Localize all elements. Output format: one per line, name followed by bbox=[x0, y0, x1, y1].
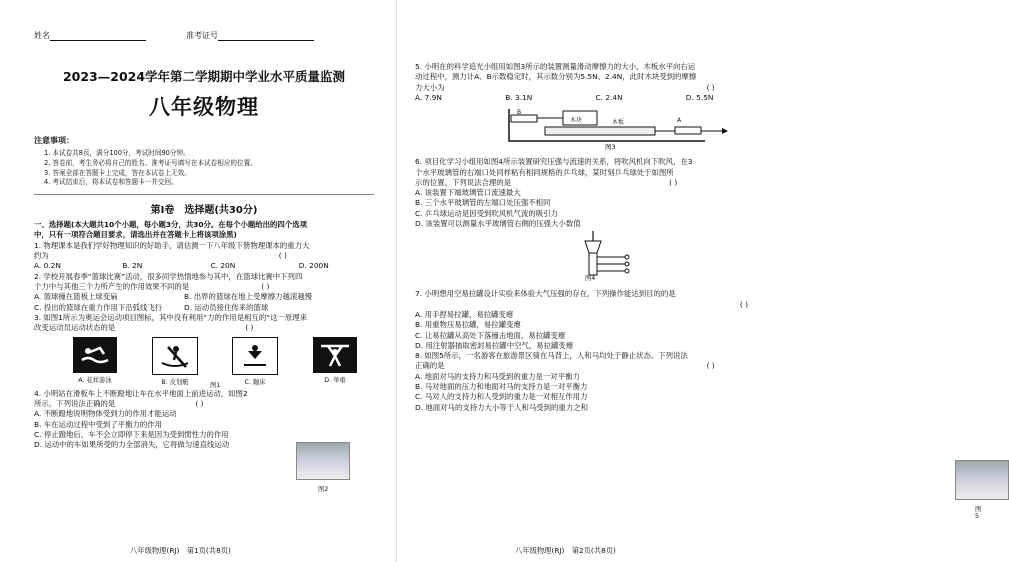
option-a: A. 7.9N bbox=[415, 92, 442, 102]
spring-scale-b-label: B bbox=[517, 109, 522, 117]
option-d: D. 用注射器抽取密封易拉罐中空气，易拉罐变瘪 bbox=[415, 340, 574, 350]
question-8-text: 8. 如图5所示，一名游客在旅游景区骑在马背上，人和马均处于静止状态。下列说法 bbox=[415, 351, 688, 361]
answer-bracket: ( ) bbox=[261, 282, 270, 292]
figure-option-d: D. 举重 bbox=[310, 337, 360, 386]
option-d: D. 运动员接住传来的篮球 bbox=[184, 302, 269, 312]
swimming-icon bbox=[73, 337, 117, 373]
exam-header bbox=[34, 30, 387, 41]
option-a: A. 不断蹬地说明物体受到力的作用才能运动 bbox=[34, 409, 177, 419]
option-c: C. 停止蹬地后，车不会立即停下来是因为受到惯性力的作用 bbox=[34, 429, 229, 439]
question-6-text: 个水平玻璃管的右端口处同样粘有相同规格的乒乓球，某时刻乒乓球处于如图所 bbox=[415, 167, 674, 177]
exam-number-field[interactable]: 准考证号 bbox=[186, 30, 314, 41]
trampoline-icon bbox=[232, 337, 278, 375]
question-4-text: 所示，下列说法正确的是 bbox=[34, 399, 116, 409]
page-footer-left: 八年级物理(RJ) 第1页(共8页) bbox=[130, 546, 231, 555]
answer-bracket: ( ) bbox=[706, 361, 715, 371]
option-b: B. 出界的篮球在地上受摩擦力越滚越慢 bbox=[184, 292, 313, 302]
answer-bracket: ( ) bbox=[739, 299, 748, 309]
option-c: C. 2.4N bbox=[595, 92, 623, 102]
option-d: D. 地面对马的支持力大小等于人和马受到的重力之和 bbox=[415, 402, 588, 412]
left-page bbox=[0, 0, 397, 562]
question-2-text: 2. 学校开展春季“篮球比赛”活动，很多同学热情地参与其中，在篮球比赛中下列四 bbox=[34, 271, 303, 281]
option-a: A. 篮球撞在篮板上球变扁 bbox=[34, 292, 118, 302]
figure-5-label: 图5 bbox=[975, 506, 982, 520]
figure-2-label: 图2 bbox=[318, 486, 329, 493]
option-d: D. 200N bbox=[298, 261, 329, 271]
option-c: C. 投出的篮球在重力作用下沿弧线飞行 bbox=[34, 302, 163, 312]
question-8-text: 正确的是 bbox=[415, 361, 445, 371]
section-instruction: 中，只有一项符合题目要求，请选出并在答题卡上将该项涂黑) bbox=[34, 230, 237, 240]
question-6-text: 示的位置。下列说法合理的是 bbox=[415, 177, 512, 187]
option-b: B. 三个水平玻璃管的左端口处压强不相同 bbox=[415, 198, 551, 208]
option-b: B. 用重物压易拉罐，易拉罐变瘪 bbox=[415, 320, 521, 330]
question-3-text: 3. 如图1所示为奥运会运动项目图标，其中没有利用“力的作用是相互的”这一原理来 bbox=[34, 313, 308, 323]
question-5-text: 动过程中，测力计A、B示数稳定时，其示数分别为5.5N、2.4N，此时木块受到的摩擦 bbox=[415, 72, 697, 82]
exam-title: 2023—2024学年第二学期期中学业水平质量监测 bbox=[62, 69, 346, 84]
board-label: 木板 bbox=[612, 119, 625, 127]
figure-option-c: C. 蹦床 bbox=[230, 337, 280, 386]
question-3-text: 改变运动员运动状态的是 bbox=[34, 323, 116, 333]
question-1-text: 1. 物理课本是我们学好物理知识的好助手，请估测一下八年级下册物理课本的重力大 bbox=[34, 240, 310, 250]
friction-apparatus-diagram bbox=[505, 105, 745, 153]
section-title: 第Ⅰ卷 选择题(共30分) bbox=[34, 194, 374, 216]
answer-bracket: ( ) bbox=[669, 177, 678, 187]
answer-bracket: ( ) bbox=[706, 82, 715, 92]
answer-bracket: ( ) bbox=[245, 323, 254, 333]
name-field[interactable]: 姓名 bbox=[34, 30, 146, 41]
weightlifting-icon bbox=[313, 337, 357, 373]
option-b: B. 马对地面的压力和地面对马的支持力是一对平衡力 bbox=[415, 382, 588, 392]
section-instruction: 一、选择题(本大题共10个小题，每小题3分，共30分。在每个小题给出的四个选项 bbox=[34, 220, 307, 230]
figure-1-label: 图1 bbox=[210, 381, 221, 389]
option-d: D. 该装置可以测量水平玻璃管右侧的压强大小数值 bbox=[415, 219, 581, 229]
option-c: C. 20N bbox=[210, 261, 236, 271]
figure-3-label: 图3 bbox=[605, 143, 616, 152]
block-label: 木块 bbox=[570, 117, 583, 125]
option-a: A. 该装置下端玻璃管口流速最大 bbox=[415, 188, 521, 198]
note-item: 1. 本试卷共8页，满分100分，考试时间90分钟。 bbox=[44, 149, 190, 157]
question-4-text: 4. 小明站在滑板车上不断蹬地让车在水平地面上前进运动，如图2 bbox=[34, 388, 248, 398]
option-c: C. 让易拉罐从高处下落撞击地面，易拉罐变瘪 bbox=[415, 330, 566, 340]
note-item: 3. 答案全部在答题卡上完成，答在本试卷上无效。 bbox=[44, 168, 191, 177]
figure-4 bbox=[415, 229, 776, 281]
scooter-photo bbox=[296, 442, 350, 480]
option-b: B. 3.1N bbox=[505, 92, 533, 102]
question-6-text: 6. 项目化学习小组用如图4所示装置研究压强与流速的关系，将吹风机向下吹风，在3 bbox=[415, 157, 693, 167]
right-page bbox=[397, 0, 982, 562]
option-a: A. 用手捏易拉罐，易拉罐变瘪 bbox=[415, 309, 514, 319]
note-item: 2. 答卷前，考生务必将自己的姓名、准考证号填写在本试卷相应的位置。 bbox=[44, 158, 257, 167]
figure-4-label: 图4 bbox=[585, 275, 596, 283]
answer-bracket: ( ) bbox=[278, 251, 287, 261]
question-7-text: 7. 小明想用空易拉罐设计实验来体验大气压强的存在，下列操作能达到目的的是 bbox=[415, 289, 676, 299]
question-1-options bbox=[34, 261, 387, 271]
answer-bracket: ( ) bbox=[195, 399, 204, 409]
blower-tube-diagram bbox=[575, 229, 635, 281]
canoe-icon bbox=[152, 337, 198, 375]
question-5-text: 力大小为 bbox=[415, 82, 445, 92]
option-d: D. 运动中的车如果所受的力全部消失，它将做匀速直线运动 bbox=[34, 440, 230, 450]
option-c: C. 乒乓球运动是因受到吹风机气流的吸引力 bbox=[415, 208, 558, 218]
option-a: A. 0.2N bbox=[34, 261, 61, 271]
option-c: C. 马对人的支持力和人受到的重力是一对相互作用力 bbox=[415, 392, 588, 402]
page-footer-right: 八年级物理(RJ) 第2页(共8页) bbox=[515, 546, 616, 555]
spring-scale-a-label: A bbox=[677, 117, 682, 125]
notes-heading: 注意事项： bbox=[34, 136, 74, 145]
option-d: D. 5.5N bbox=[685, 92, 714, 102]
option-a: A. 地面对马的支持力和马受到的重力是一对平衡力 bbox=[415, 371, 580, 381]
figure-3 bbox=[415, 105, 776, 153]
figure-option-a: A. 花样游泳 bbox=[70, 337, 120, 386]
figure-1 bbox=[34, 337, 387, 386]
figure-option-b: B. 皮划艇 bbox=[150, 337, 200, 386]
question-1-text: 约为 bbox=[34, 251, 49, 261]
question-2-text: 个力中与其他三个力所产生的作用效果不同的是 bbox=[34, 282, 190, 292]
option-b: B. 2N bbox=[122, 261, 143, 271]
note-item: 4. 考试结束后，将本试卷和答题卡一并交回。 bbox=[44, 178, 178, 187]
option-b: B. 车在运动过程中受到了平衡力的作用 bbox=[34, 419, 163, 429]
subject-title: 八年级物理 bbox=[149, 95, 259, 119]
question-5-text: 5. 小明在的科学追光小组用如图3所示的装置测量滑动摩擦力的大小，木板水平向右运 bbox=[415, 62, 696, 71]
horse-rider-photo bbox=[955, 460, 1009, 500]
